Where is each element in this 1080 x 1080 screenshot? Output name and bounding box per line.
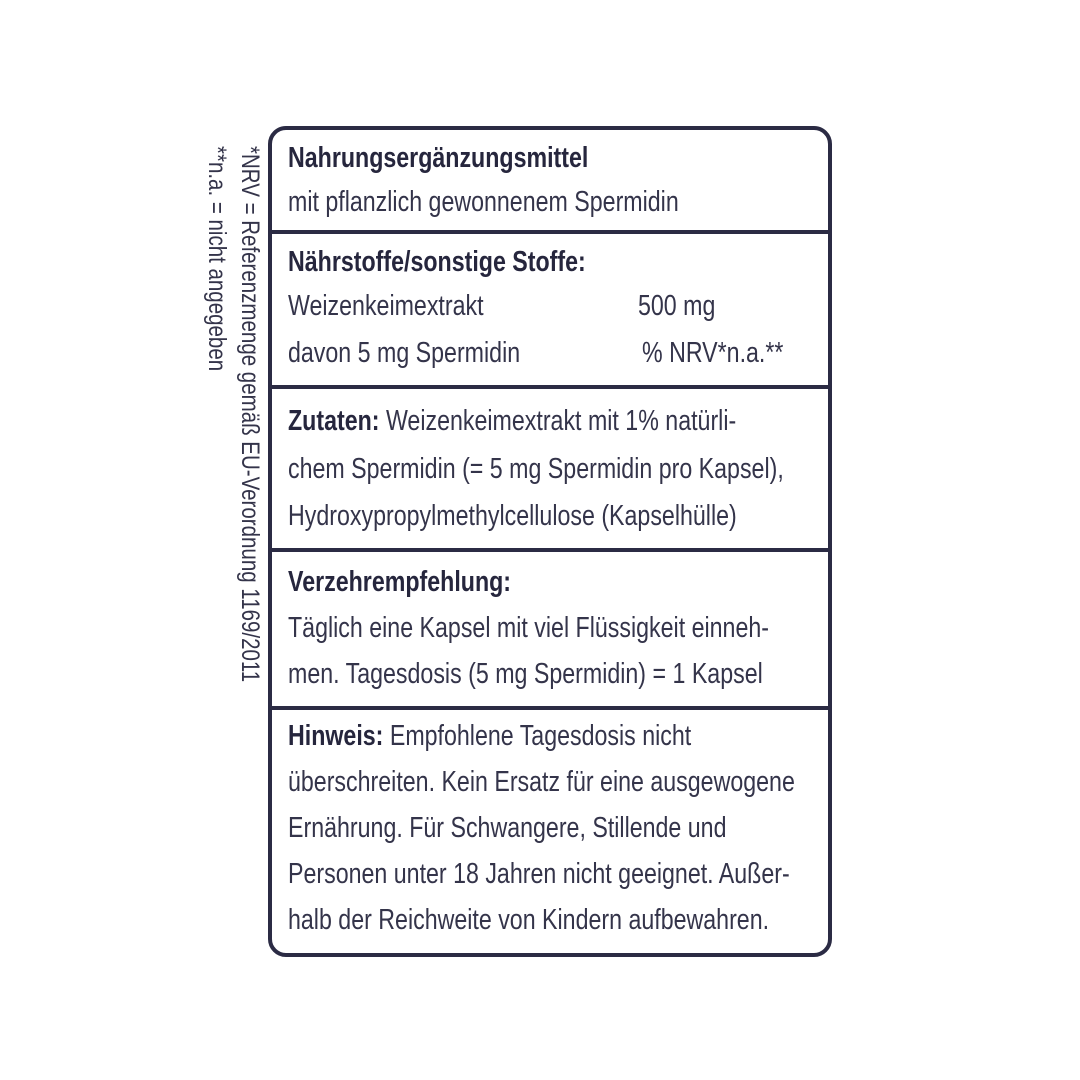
footnote-na: **n.a. = nicht angegeben: [203, 146, 231, 372]
recommendation-line: Täglich eine Kapsel mit viel Flüssigkeit einneh-: [288, 612, 769, 644]
nutrient-name: davon 5 mg Spermidin: [288, 337, 521, 369]
ingredients-line: Zutaten: Weizenkeimextrakt mit 1% natürli-: [288, 405, 737, 437]
section-title: [272, 130, 828, 230]
notice-line: Ernährung. Für Schwangere, Stillende und: [288, 812, 727, 844]
recommendation-heading: Verzehrempfehlung:: [288, 566, 512, 598]
nutrient-value: % NRV*n.a.**: [642, 337, 784, 369]
footnotes: [186, 146, 266, 806]
ingredients-line: Hydroxypropylmethylcellulose (Kapselhülle): [288, 500, 737, 532]
notice-line: Hinweis: Empfohlene Tagesdosis nicht: [288, 720, 692, 752]
product-type-heading: Nahrungsergänzungsmittel: [288, 142, 589, 174]
recommendation-line: men. Tagesdosis (5 mg Spermidin) = 1 Kapsel: [288, 658, 763, 690]
footnote-nrv: *NRV = Referenzmenge gemäß EU-Verordnung 1169/2011: [236, 146, 264, 683]
notice-line: halb der Reichweite von Kindern aufbewahren.: [288, 904, 770, 936]
nutrients-heading: Nährstoffe/sonstige Stoffe:: [288, 246, 586, 278]
notice-line: Personen unter 18 Jahren nicht geeignet. Außer-: [288, 858, 790, 890]
section-nutrients: [272, 230, 828, 389]
product-subheading: mit pflanzlich gewonnenem Spermidin: [288, 186, 679, 218]
section-recommendation: [272, 548, 828, 710]
ingredients-line: chem Spermidin (= 5 mg Spermidin pro Kapsel),: [288, 453, 784, 485]
supplement-facts-label: [268, 126, 832, 957]
section-ingredients: [272, 385, 828, 552]
section-notice: [272, 706, 828, 953]
nutrient-name: Weizenkeimextrakt: [288, 290, 484, 322]
notice-label: Hinweis:: [288, 720, 384, 752]
nutrient-value: 500 mg: [638, 290, 716, 322]
notice-line: überschreiten. Kein Ersatz für eine ausgewogene: [288, 766, 795, 798]
ingredients-label: Zutaten:: [288, 405, 380, 437]
